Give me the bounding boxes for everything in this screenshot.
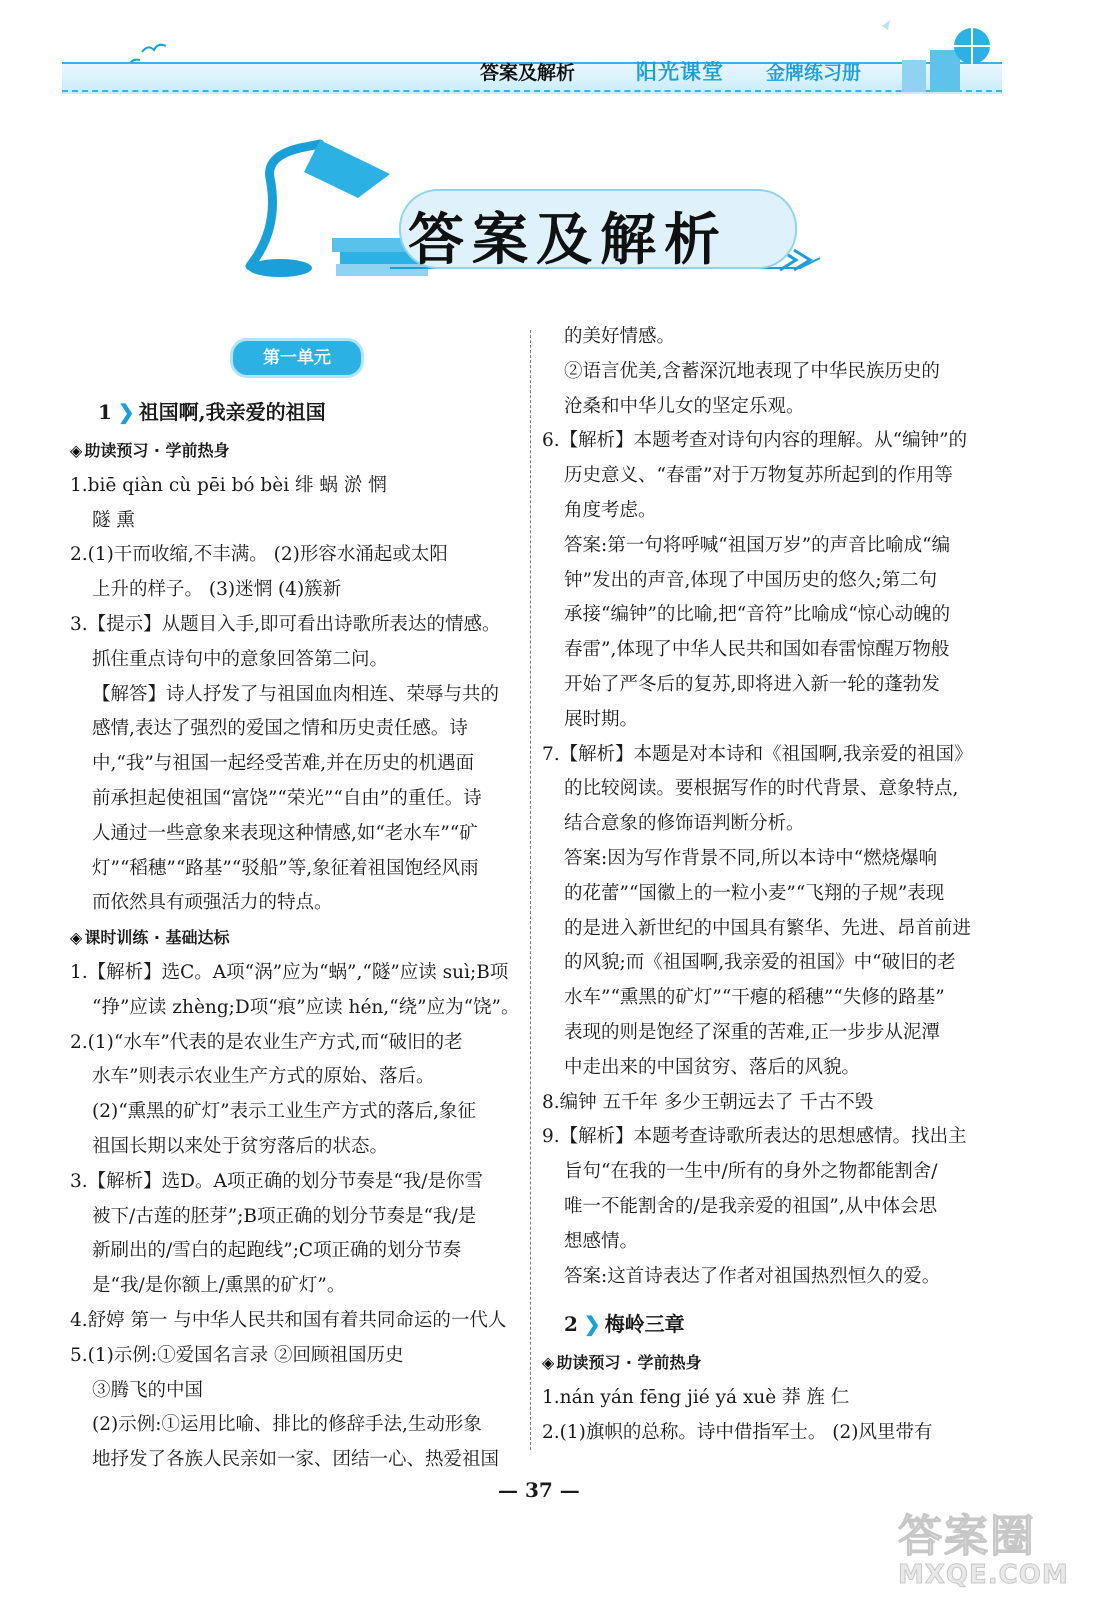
text-line: 答案:第一句将呼喊“祖国万岁”的声音比喻成“编	[564, 534, 951, 556]
text-line: 结合意象的修饰语判断分析。	[564, 813, 805, 835]
text-line: 想感情。	[564, 1230, 639, 1252]
left-column	[70, 320, 522, 1478]
diamond-icon: ◈	[70, 928, 83, 948]
text-line: 被下/古莲的胚芽”;B项正确的划分节奏是“我/是	[92, 1205, 477, 1227]
text-line: 的风貌;而《祖国啊,我亲爱的祖国》中“破旧的老	[564, 952, 956, 974]
text-line: 抓住重点诗句中的意象回答第二问。	[92, 648, 389, 670]
text-line: 答案:因为写作背景不同,所以本诗中“燃烧爆响	[564, 847, 938, 869]
text-line: 历史意义、“春雷”对于万物复苏所起到的作用等	[564, 465, 953, 487]
text-line: 角度考虑。	[564, 499, 657, 521]
page-header	[62, 20, 1002, 100]
title-banner	[240, 138, 840, 288]
lesson-heading	[542, 1294, 997, 1346]
chevron-right-icon: ❯	[117, 400, 135, 424]
text-line: 灯”“稻穗”“路基”“驳船”等,象征着祖国饱经风雨	[92, 857, 479, 879]
right-column	[542, 320, 997, 1451]
text-line: 上升的样子。 (3)迷惘 (4)簇新	[92, 579, 342, 601]
answer-block	[542, 320, 997, 1294]
text-line: 水车”“熏黑的矿灯”“干瘪的稻穗”“失修的路基”	[564, 987, 945, 1009]
text-line: 新刷出的/雪白的起跑线”;C项正确的划分节奏	[92, 1240, 462, 1262]
text-line: 8.编钟 五千年 多少王朝远去了 千古不毁	[542, 1091, 874, 1113]
watermark-logo	[898, 1500, 1088, 1596]
text-line: 9.【解析】本题考查诗歌所表达的思想感情。找出主	[542, 1126, 967, 1148]
section-heading	[70, 434, 522, 469]
text-line: 水车”则表示农业生产方式的原始、落后。	[92, 1066, 435, 1088]
text-line: 的比较阅读。要根据写作的时代背景、意象特点,	[564, 778, 959, 800]
lesson-title: 祖国啊,我亲爱的祖国	[138, 400, 326, 424]
text-line: ③腾飞的中国	[92, 1379, 204, 1401]
watermark-url: MXQE.COM	[898, 1560, 1069, 1590]
text-line: 2.(1)干而收缩,不丰满。 (2)形容水涌起或太阳	[70, 544, 448, 566]
text-line: 1.【解析】选C。A项“涡”应为“蜗”,“隧”应读 suì;B项	[70, 961, 509, 983]
section-label: 助读预习 · 学前热身	[84, 441, 230, 460]
answer-block	[70, 469, 522, 921]
text-line: 的花蕾”“国徽上的一粒小麦”“飞翔的子规”表现	[564, 882, 945, 904]
section-heading	[70, 921, 522, 956]
text-line: 前承担起使祖国“富饶”“荣光”“自由”的重任。诗	[92, 787, 482, 809]
header-label: 答案及解析	[480, 62, 576, 84]
watermark-text: 答案圈	[898, 1511, 1036, 1562]
text-line: 表现的则是饱经了深重的苦难,正一步步从泥潭	[564, 1021, 940, 1043]
header-series: 金牌练习册	[766, 62, 862, 84]
text-line: 6.【解析】本题考查对诗句内容的理解。从“编钟”的	[542, 430, 968, 452]
answer-block	[70, 956, 522, 1478]
text-line: 3.【提示】从题目入手,即可看出诗歌所表达的情感。	[70, 613, 501, 635]
lesson-heading	[70, 390, 522, 434]
text-line: 是“我/是你额上/熏黑的矿灯”。	[92, 1275, 346, 1297]
text-line: 钟”发出的声音,体现了中国历史的悠久;第二句	[564, 569, 938, 591]
text-line: 感情,表达了强烈的爱国之情和历史责任感。诗	[92, 718, 468, 740]
text-line: 祖国长期以来处于贫穷落后的状态。	[92, 1135, 389, 1157]
text-line: 的美好情感。	[564, 326, 676, 347]
text-line: 4.舒婷 第一 与中华人民共和国有着共同命运的一代人	[70, 1309, 507, 1331]
chevron-right-icon: ❯	[583, 1312, 601, 1337]
section-label: 助读预习 · 学前热身	[556, 1353, 702, 1373]
unit-row	[70, 320, 522, 390]
text-line: 3.【解析】选D。A项正确的划分节奏是“我/是你雪	[70, 1170, 484, 1192]
text-line: 旨句“在我的一生中/所有的身外之物都能割舍/	[564, 1161, 938, 1183]
answer-block	[542, 1381, 997, 1451]
text-line: 1.biē qiàn cù pēi bó bèi 绯 蜗 淤 惘	[70, 474, 387, 496]
text-line: 沧桑和中华儿女的坚定乐观。	[564, 395, 805, 417]
text-line: ②语言优美,含蓄深沉地表现了中华民族历史的	[564, 360, 940, 382]
text-line: 而依然具有顽强活力的特点。	[92, 892, 333, 914]
section-label: 课时训练 · 基础达标	[84, 928, 230, 948]
diamond-icon: ◈	[542, 1353, 555, 1373]
text-line: 中走出来的中国贫穷、落后的风貌。	[564, 1056, 861, 1078]
text-line: 人通过一些意象来表现这种情感,如“老水车”“矿	[92, 822, 478, 844]
text-line: 7.【解析】本题是对本诗和《祖国啊,我亲爱的祖国》	[542, 743, 973, 765]
section-heading	[542, 1346, 997, 1381]
text-line: 5.(1)示例:①爱国名言录 ②回顾祖国历史	[70, 1344, 404, 1366]
text-line: 唯一不能割舍的/是我亲爱的祖国”,从中体会思	[564, 1195, 938, 1217]
text-line: 开始了严冬后的复苏,即将进入新一轮的蓬勃发	[564, 673, 940, 695]
text-line: 中,“我”与祖国一起经受苦难,并在历史的机遇面	[92, 753, 475, 775]
text-line: 1.nán yán fēng jié yá xuè 莽 旌 仁	[542, 1387, 850, 1409]
text-line: 的是进入新世纪的中国具有繁华、先进、昂首前进	[564, 917, 972, 939]
text-line: 承接“编钟”的比喻,把“音符”比喻成“惊心动魄的	[564, 604, 951, 626]
header-brand: 阳光课堂	[636, 60, 724, 84]
text-line: 答案:这首诗表达了作者对祖国热烈恒久的爱。	[564, 1265, 941, 1287]
lesson-number: 1	[98, 400, 112, 424]
text-line: 展时期。	[564, 708, 639, 730]
text-line: “挣”应读 zhèng;D项“痕”应读 hén,“绕”应为“饶”。	[92, 996, 520, 1018]
column-divider	[530, 330, 531, 1450]
text-line: 春雷”,体现了中华人民共和国如春雷惊醒万物般	[564, 639, 950, 661]
text-line: 【解答】诗人抒发了与祖国血肉相连、荣辱与共的	[92, 683, 500, 705]
banner-title: 答案及解析	[408, 208, 728, 273]
text-line: (2)“熏黑的矿灯”表示工业生产方式的落后,象征	[92, 1101, 477, 1123]
text-line: 2.(1)旗帜的总称。诗中借指军士。 (2)风里带有	[542, 1421, 933, 1443]
unit-badge: 第一单元	[230, 338, 364, 378]
lesson-number: 2	[564, 1312, 578, 1337]
page-number: — 37 —	[498, 1478, 580, 1502]
text-line: 地抒发了各族人民亲如一家、团结一心、热爱祖国	[92, 1449, 500, 1471]
text-line: 2.(1)“水车”代表的是农业生产方式,而“破旧的老	[70, 1031, 463, 1053]
text-line: (2)示例:①运用比喻、排比的修辞手法,生动形象	[92, 1414, 482, 1436]
diamond-icon: ◈	[70, 441, 83, 460]
lesson-title: 梅岭三章	[604, 1312, 685, 1337]
globe-decoration-icon	[832, 20, 1002, 96]
text-line: 隧 熏	[92, 509, 135, 531]
